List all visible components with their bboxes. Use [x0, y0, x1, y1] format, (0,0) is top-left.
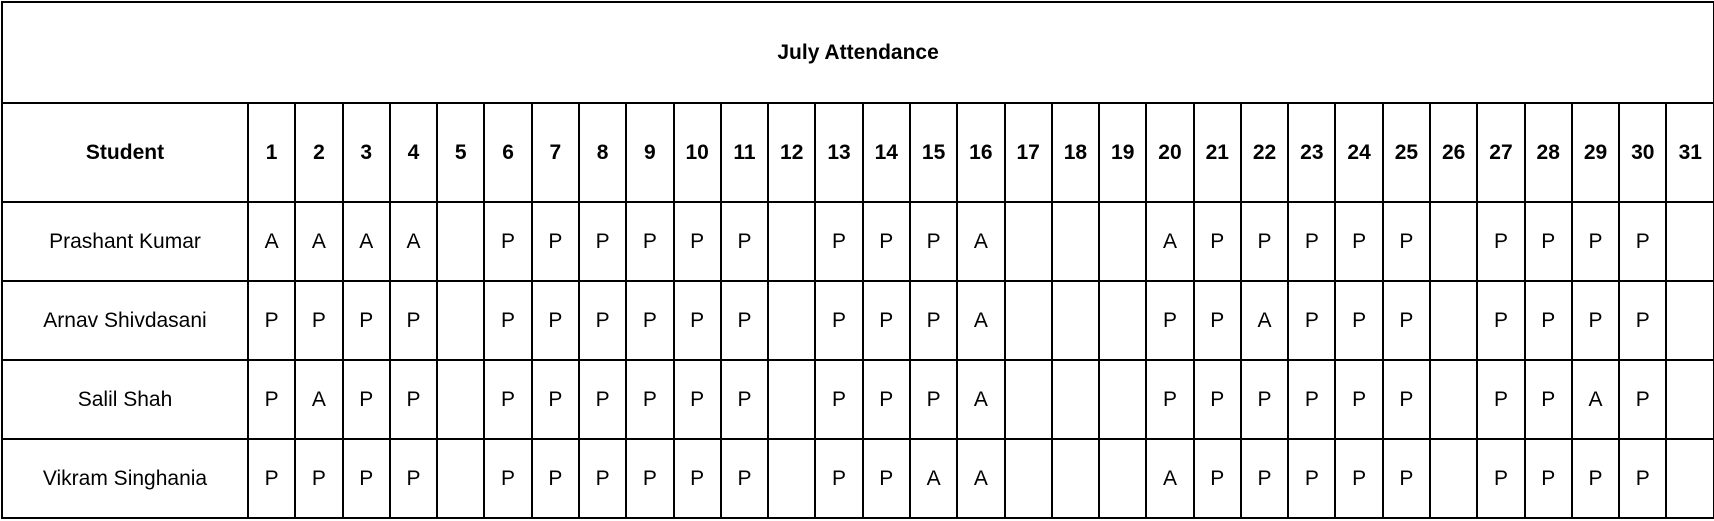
attendance-cell — [1005, 202, 1052, 281]
attendance-cell: P — [248, 360, 295, 439]
student-row — [2, 360, 1714, 439]
attendance-cell: P — [1288, 281, 1335, 360]
attendance-cell: A — [957, 281, 1004, 360]
attendance-cell: P — [295, 439, 342, 518]
attendance-cell: P — [815, 360, 862, 439]
day-header: 22 — [1241, 103, 1288, 202]
attendance-cell: A — [248, 202, 295, 281]
header-row — [2, 103, 1714, 202]
attendance-cell: P — [626, 202, 673, 281]
attendance-cell: P — [248, 439, 295, 518]
attendance-cell: P — [1288, 202, 1335, 281]
attendance-cell: P — [1335, 360, 1382, 439]
day-header: 12 — [768, 103, 815, 202]
attendance-cell: A — [390, 202, 437, 281]
attendance-cell: P — [1241, 360, 1288, 439]
attendance-cell: P — [863, 439, 910, 518]
attendance-cell: P — [1241, 439, 1288, 518]
attendance-cell: P — [343, 360, 390, 439]
day-header: 29 — [1572, 103, 1619, 202]
attendance-cell: P — [863, 202, 910, 281]
attendance-cell: P — [1146, 281, 1193, 360]
attendance-cell: P — [1335, 281, 1382, 360]
attendance-cell: P — [1477, 202, 1524, 281]
attendance-cell: P — [532, 281, 579, 360]
attendance-cell — [1052, 202, 1099, 281]
attendance-cell: P — [1619, 202, 1666, 281]
attendance-cell: P — [1383, 202, 1430, 281]
attendance-cell: P — [532, 202, 579, 281]
attendance-cell — [1666, 439, 1714, 518]
attendance-cell: P — [674, 439, 721, 518]
attendance-cell: P — [1572, 202, 1619, 281]
attendance-cell: A — [295, 202, 342, 281]
attendance-cell: P — [1383, 439, 1430, 518]
day-header: 16 — [957, 103, 1004, 202]
attendance-cell: P — [863, 360, 910, 439]
student-row — [2, 439, 1714, 518]
attendance-cell: A — [910, 439, 957, 518]
attendance-cell — [1005, 360, 1052, 439]
attendance-cell — [1005, 439, 1052, 518]
attendance-cell: P — [579, 360, 626, 439]
day-header: 13 — [815, 103, 862, 202]
attendance-cell: A — [343, 202, 390, 281]
day-header: 19 — [1099, 103, 1146, 202]
day-header: 2 — [295, 103, 342, 202]
attendance-cell: A — [1241, 281, 1288, 360]
attendance-cell — [1430, 360, 1477, 439]
student-name: Vikram Singhania — [2, 439, 248, 518]
attendance-cell: P — [1525, 202, 1572, 281]
day-header: 7 — [532, 103, 579, 202]
day-header: 5 — [437, 103, 484, 202]
attendance-cell: P — [626, 360, 673, 439]
student-row — [2, 281, 1714, 360]
attendance-cell — [1099, 281, 1146, 360]
attendance-cell: A — [957, 360, 1004, 439]
attendance-cell: A — [1572, 360, 1619, 439]
attendance-cell: P — [626, 439, 673, 518]
attendance-cell: P — [1619, 281, 1666, 360]
day-header: 4 — [390, 103, 437, 202]
attendance-cell: P — [1477, 439, 1524, 518]
attendance-cell: P — [343, 281, 390, 360]
attendance-cell: P — [815, 202, 862, 281]
attendance-cell — [1430, 281, 1477, 360]
attendance-cell: P — [579, 202, 626, 281]
day-header: 20 — [1146, 103, 1193, 202]
attendance-cell: P — [248, 281, 295, 360]
day-header: 28 — [1525, 103, 1572, 202]
attendance-cell: P — [1194, 439, 1241, 518]
attendance-cell — [1005, 281, 1052, 360]
attendance-cell: P — [1525, 439, 1572, 518]
day-header: 8 — [579, 103, 626, 202]
attendance-cell: P — [721, 202, 768, 281]
day-header: 10 — [674, 103, 721, 202]
attendance-cell: P — [674, 360, 721, 439]
day-header: 31 — [1666, 103, 1714, 202]
day-header: 21 — [1194, 103, 1241, 202]
attendance-cell: P — [721, 281, 768, 360]
student-column-header: Student — [2, 103, 248, 202]
attendance-cell: P — [390, 360, 437, 439]
attendance-cell: P — [1619, 360, 1666, 439]
attendance-cell — [437, 360, 484, 439]
attendance-cell — [1052, 281, 1099, 360]
attendance-cell: A — [1146, 202, 1193, 281]
attendance-cell: P — [1288, 360, 1335, 439]
attendance-cell: P — [1335, 202, 1382, 281]
attendance-table — [1, 1, 1714, 519]
day-header: 9 — [626, 103, 673, 202]
attendance-cell: P — [1288, 439, 1335, 518]
day-header: 26 — [1430, 103, 1477, 202]
table-title: July Attendance — [2, 2, 1714, 103]
day-header: 3 — [343, 103, 390, 202]
attendance-cell: P — [1383, 360, 1430, 439]
attendance-cell — [1099, 360, 1146, 439]
attendance-cell: P — [1619, 439, 1666, 518]
day-header: 17 — [1005, 103, 1052, 202]
attendance-cell — [768, 439, 815, 518]
attendance-cell — [1052, 360, 1099, 439]
attendance-cell: P — [910, 202, 957, 281]
attendance-cell — [1666, 202, 1714, 281]
attendance-cell — [1052, 439, 1099, 518]
attendance-cell: P — [1525, 281, 1572, 360]
day-header: 1 — [248, 103, 295, 202]
attendance-cell — [1099, 439, 1146, 518]
day-header: 24 — [1335, 103, 1382, 202]
attendance-cell — [768, 360, 815, 439]
attendance-cell: P — [532, 439, 579, 518]
attendance-cell: P — [1383, 281, 1430, 360]
attendance-cell — [1666, 281, 1714, 360]
attendance-cell: P — [484, 202, 531, 281]
attendance-cell: P — [721, 360, 768, 439]
attendance-cell: P — [815, 281, 862, 360]
attendance-cell: A — [1146, 439, 1193, 518]
attendance-cell: P — [1146, 360, 1193, 439]
attendance-cell: A — [957, 202, 1004, 281]
day-header: 23 — [1288, 103, 1335, 202]
attendance-cell: P — [343, 439, 390, 518]
day-header: 30 — [1619, 103, 1666, 202]
attendance-cell — [437, 202, 484, 281]
attendance-cell: P — [579, 439, 626, 518]
attendance-cell — [1430, 439, 1477, 518]
day-header: 14 — [863, 103, 910, 202]
attendance-cell: P — [532, 360, 579, 439]
day-header: 25 — [1383, 103, 1430, 202]
attendance-cell: P — [815, 439, 862, 518]
title-row — [2, 2, 1714, 103]
attendance-cell: P — [1241, 202, 1288, 281]
attendance-cell: P — [1194, 360, 1241, 439]
attendance-cell: P — [910, 281, 957, 360]
attendance-cell — [437, 439, 484, 518]
attendance-cell: P — [910, 360, 957, 439]
student-name: Prashant Kumar — [2, 202, 248, 281]
attendance-cell: P — [295, 281, 342, 360]
attendance-cell: P — [1194, 202, 1241, 281]
attendance-cell: A — [957, 439, 1004, 518]
day-header: 15 — [910, 103, 957, 202]
attendance-cell: P — [1572, 281, 1619, 360]
day-header: 18 — [1052, 103, 1099, 202]
attendance-cell: P — [674, 281, 721, 360]
attendance-cell — [437, 281, 484, 360]
student-name: Arnav Shivdasani — [2, 281, 248, 360]
day-header: 6 — [484, 103, 531, 202]
attendance-cell — [1099, 202, 1146, 281]
attendance-cell: P — [626, 281, 673, 360]
attendance-cell: P — [484, 360, 531, 439]
student-name: Salil Shah — [2, 360, 248, 439]
attendance-cell: P — [1477, 281, 1524, 360]
day-header: 11 — [721, 103, 768, 202]
attendance-cell: A — [295, 360, 342, 439]
attendance-cell — [1666, 360, 1714, 439]
attendance-cell: P — [1477, 360, 1524, 439]
attendance-cell: P — [1335, 439, 1382, 518]
attendance-cell: P — [863, 281, 910, 360]
attendance-cell: P — [1194, 281, 1241, 360]
attendance-cell — [768, 202, 815, 281]
student-row — [2, 202, 1714, 281]
attendance-cell: P — [484, 439, 531, 518]
attendance-cell: P — [390, 281, 437, 360]
attendance-cell: P — [579, 281, 626, 360]
attendance-cell — [1430, 202, 1477, 281]
attendance-cell: P — [390, 439, 437, 518]
attendance-cell: P — [1572, 439, 1619, 518]
attendance-cell: P — [1525, 360, 1572, 439]
attendance-cell: P — [484, 281, 531, 360]
attendance-cell: P — [674, 202, 721, 281]
day-header: 27 — [1477, 103, 1524, 202]
attendance-cell: P — [721, 439, 768, 518]
attendance-cell — [768, 281, 815, 360]
